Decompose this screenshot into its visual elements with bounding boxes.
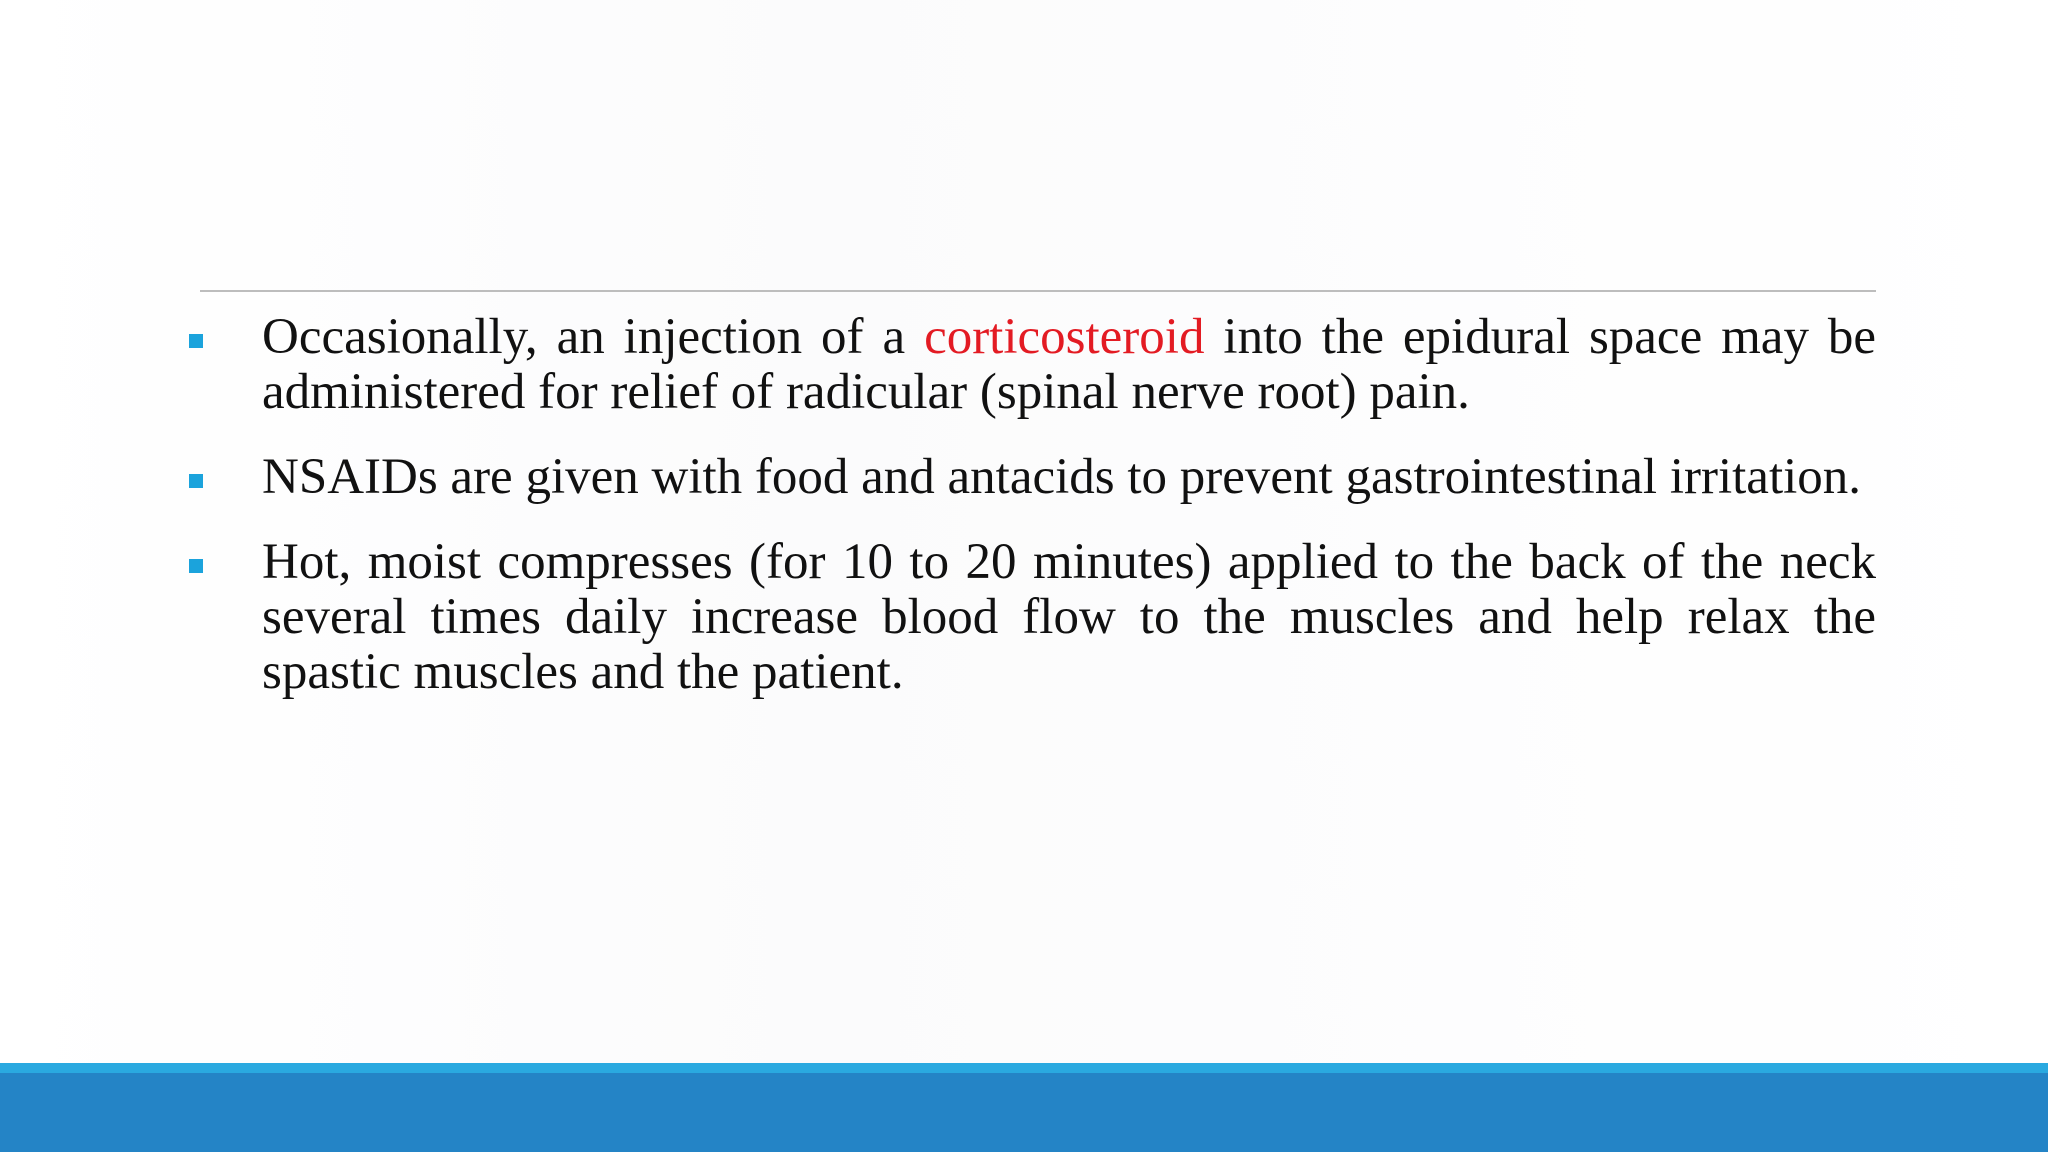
bullet-1-text-after: into the epidural space may be administered for relief of radicular (spinal nerve root) pain. [262,309,1877,420]
bullet-1-text-before: Occasionally, an injection of a [262,309,925,365]
bullet-square-icon [189,474,203,488]
bullet-item-2 [186,450,1876,505]
footer-accent-bar [0,1063,2048,1073]
bullet-3-text: Hot, moist compresses (for 10 to 20 minutes) applied to the back of the neck several times daily increase blood flow to the muscles and help relax the spastic muscles and the patient. [262,534,1876,700]
bullet-item-3 [186,535,1876,700]
bullet-list [186,310,1876,730]
bullet-square-icon [189,334,203,348]
title-divider [200,290,1876,292]
bullet-1-highlight: corticosteroid [924,309,1205,365]
bullet-2-text: NSAIDs are given with food and antacids to prevent gastrointestinal irritation. [262,449,1862,505]
bullet-square-icon [189,559,203,573]
bullet-item-1 [186,310,1876,420]
footer-bar [0,1073,2048,1152]
